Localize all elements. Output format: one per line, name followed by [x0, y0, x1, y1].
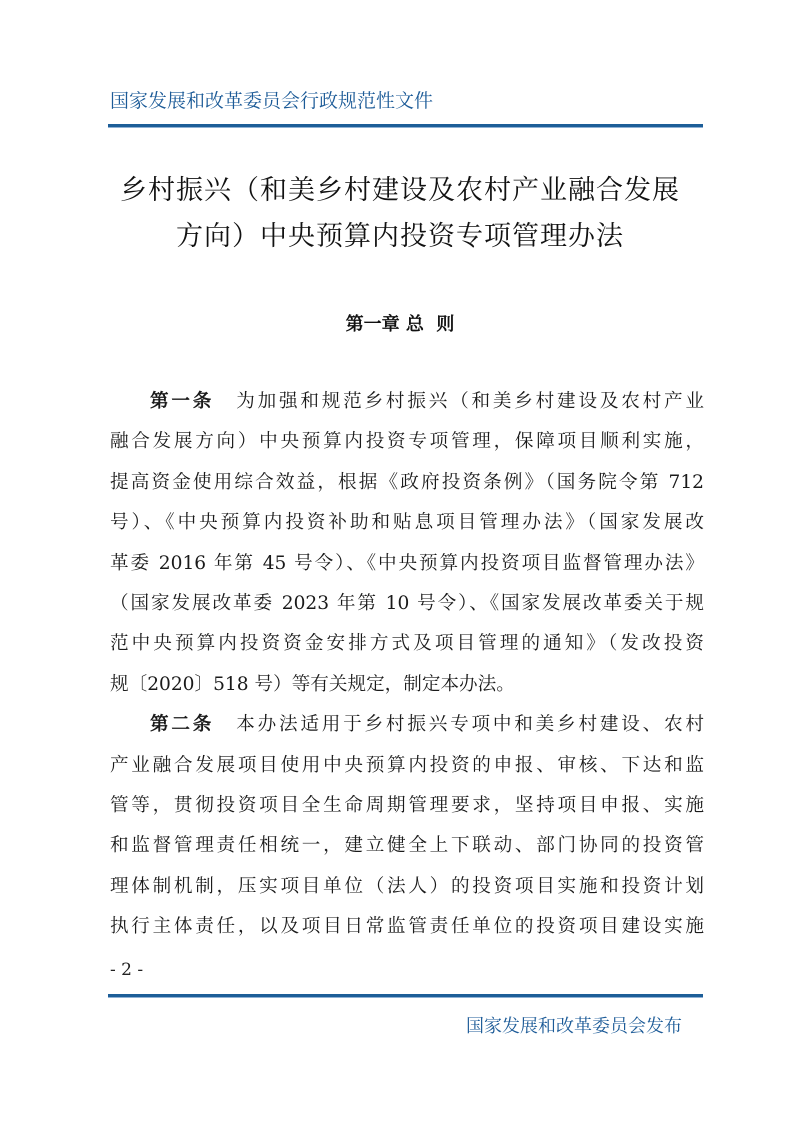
article-1-label: 第一条 — [150, 391, 215, 412]
article-2-line-5: 理体制机制，压实项目单位（法人）的投资项目实施和投资计划 — [110, 875, 704, 897]
article-2-label: 第二条 — [150, 714, 215, 736]
article-2-line-3: 管等，贯彻投资项目全生命周期管理要求，坚持项目申报、实施 — [110, 794, 704, 816]
article-1-line-8: 规〔2020〕518 号）等有关规定，制定本办法。 — [110, 673, 515, 695]
document-title-line-1: 乡村振兴（和美乡村建设及农村产业融合发展 — [120, 175, 680, 206]
document-title — [100, 168, 700, 260]
document-series-header: 国家发展和改革委员会行政规范性文件 — [110, 90, 434, 112]
article-1-line-2: 融合发展方向）中央预算内投资专项管理，保障项目顺利实施， — [110, 431, 704, 453]
page-number: - 2 - — [110, 960, 144, 980]
article-1-text: 为加强和规范乡村振兴（和美乡村建设及农村产业 — [236, 391, 704, 412]
article-1-line-4: 号）、《中央预算内投资补助和贴息项目管理办法》（国家发展改 — [110, 512, 704, 534]
document-body — [110, 382, 704, 947]
document-title-line-2: 方向）中央预算内投资专项管理办法 — [176, 221, 624, 252]
header-divider — [108, 124, 703, 127]
article-2-text: 本办法适用于乡村振兴专项中和美乡村建设、农村 — [236, 714, 704, 736]
article-1-line-7: 范中央预算内投资资金安排方式及项目管理的通知》（发改投资 — [110, 633, 704, 655]
article-1-line-1 — [110, 382, 704, 422]
article-1-line-6: （国家发展改革委 2023 年第 10 号令）、《国家发展改革委关于规 — [110, 592, 704, 614]
article-2-line-6: 执行主体责任，以及项目日常监管责任单位的投资项目建设实施 — [110, 916, 704, 938]
article-2-line-2: 产业融合发展项目使用中央预算内投资的申报、审核、下达和监 — [110, 754, 704, 776]
article-2-line-1 — [110, 705, 704, 745]
article-2-line-4: 和监督管理责任相统一，建立健全上下联动、部门协同的投资管 — [110, 835, 704, 857]
publisher-label: 国家发展和改革委员会发布 — [466, 1016, 682, 1037]
article-1-line-3: 提高资金使用综合效益，根据《政府投资条例》（国务院令第 712 — [110, 471, 704, 493]
footer-divider — [108, 994, 703, 997]
article-1-line-5: 革委 2016 年第 45 号令）、《中央预算内投资项目监督管理办法》 — [110, 552, 704, 574]
chapter-heading: 第一章 总 则 — [345, 314, 455, 335]
